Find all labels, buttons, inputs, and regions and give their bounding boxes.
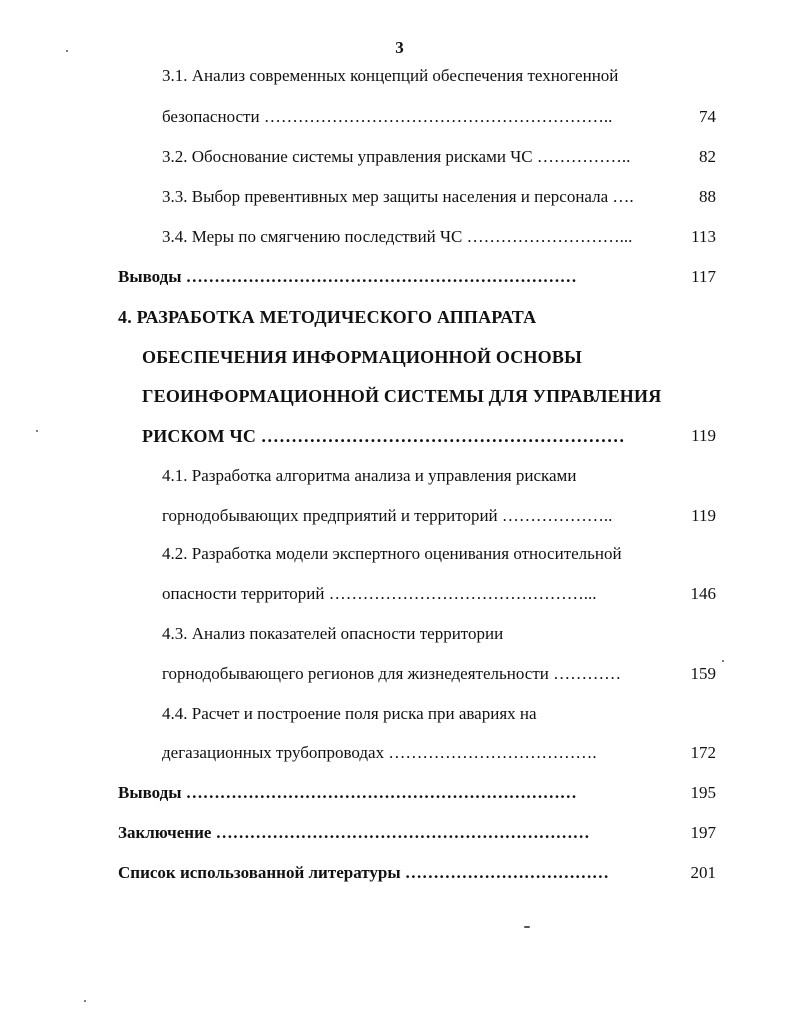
toc-entry-title: ГЕОИНФОРМАЦИОННОЙ СИСТЕМЫ ДЛЯ УПРАВЛЕНИЯ	[142, 386, 662, 406]
toc-entry-page: 74	[699, 107, 716, 126]
scan-speck	[524, 926, 530, 928]
scan-speck	[84, 1000, 86, 1002]
toc-entry-title: 4. РАЗРАБОТКА МЕТОДИЧЕСКОГО АППАРАТА	[118, 307, 537, 327]
toc-entry	[0, 144, 799, 170]
toc-entry-page: 119	[691, 426, 716, 445]
toc-entry	[0, 621, 799, 647]
toc-chapter-heading	[0, 383, 799, 409]
toc-entry-title: 4.1. Разработка алгоритма анализа и управления рисками	[162, 466, 577, 485]
scan-speck	[36, 430, 38, 432]
toc-entry-title: опасности территорий ………………………………………...	[162, 584, 597, 603]
toc-entry	[0, 463, 799, 489]
toc-entry-title: безопасности ……………………………………………………..	[162, 107, 613, 126]
toc-entry-page: 201	[690, 863, 716, 882]
toc-entry	[0, 740, 799, 766]
toc-entry-title: Выводы ……………………………………………………………	[118, 783, 577, 802]
toc-entry-title: Выводы ……………………………………………………………	[118, 267, 577, 286]
toc-entry-page: 195	[690, 783, 716, 802]
toc-entry-title: 4.2. Разработка модели экспертного оценивания относительной	[162, 544, 622, 563]
toc-entry-title: Заключение …………………………………………………………	[118, 823, 590, 842]
scan-speck	[66, 50, 68, 52]
toc-entry-title: 3.1. Анализ современных концепций обеспечения техногенной	[162, 66, 619, 85]
toc-entry	[0, 503, 799, 529]
toc-entry	[0, 264, 799, 290]
toc-entry	[0, 104, 799, 130]
toc-entry-title: 3.2. Обоснование системы управления рисками ЧС ……………..	[162, 147, 631, 166]
scan-speck	[722, 660, 724, 662]
toc-entry-title: 4.4. Расчет и построение поля риска при авариях на	[162, 704, 537, 723]
toc-entry-page: 172	[690, 743, 716, 762]
toc-entry-title: 3.4. Меры по смягчению последствий ЧС ………………………...	[162, 227, 633, 246]
toc-entry-title: горнодобывающих предприятий и территорий ………………..	[162, 506, 613, 525]
toc-entry-page: 117	[691, 267, 716, 286]
toc-entry	[0, 184, 799, 210]
toc-entry	[0, 780, 799, 806]
toc-entry	[0, 541, 799, 567]
toc-chapter-heading	[0, 304, 799, 330]
toc-entry-title: Список использованной литературы ………………………………	[118, 863, 609, 882]
toc-entry	[0, 820, 799, 846]
toc-entry	[0, 423, 799, 449]
toc-entry-title: дегазационных трубопроводах ……………………………….	[162, 743, 597, 762]
toc-entry-page: 197	[690, 823, 716, 842]
toc-entry	[0, 661, 799, 687]
toc-entry	[0, 224, 799, 250]
toc-entry-title: 3.3. Выбор превентивных мер защиты населения и персонала ….	[162, 187, 634, 206]
toc-entry-title: ОБЕСПЕЧЕНИЯ ИНФОРМАЦИОННОЙ ОСНОВЫ	[142, 347, 582, 367]
toc-entry-page: 146	[690, 584, 716, 603]
toc-entry-page: 159	[690, 664, 716, 683]
toc-entry	[0, 860, 799, 886]
toc-entry-page: 88	[699, 187, 716, 206]
toc-entry-title: РИСКОМ ЧС ……………………………………………………	[142, 426, 625, 446]
toc-entry-page: 119	[691, 506, 716, 525]
toc-entry	[0, 581, 799, 607]
toc-entry-title: горнодобывающего регионов для жизнедеятельности …………	[162, 664, 622, 683]
toc-entry	[0, 63, 799, 89]
toc-entry-page: 82	[699, 147, 716, 166]
toc-entry	[0, 701, 799, 727]
page-number: 3	[395, 38, 404, 57]
toc-entry-title: 4.3. Анализ показателей опасности территории	[162, 624, 504, 643]
toc-entry-page: 113	[691, 227, 716, 246]
toc-chapter-heading	[0, 344, 799, 370]
